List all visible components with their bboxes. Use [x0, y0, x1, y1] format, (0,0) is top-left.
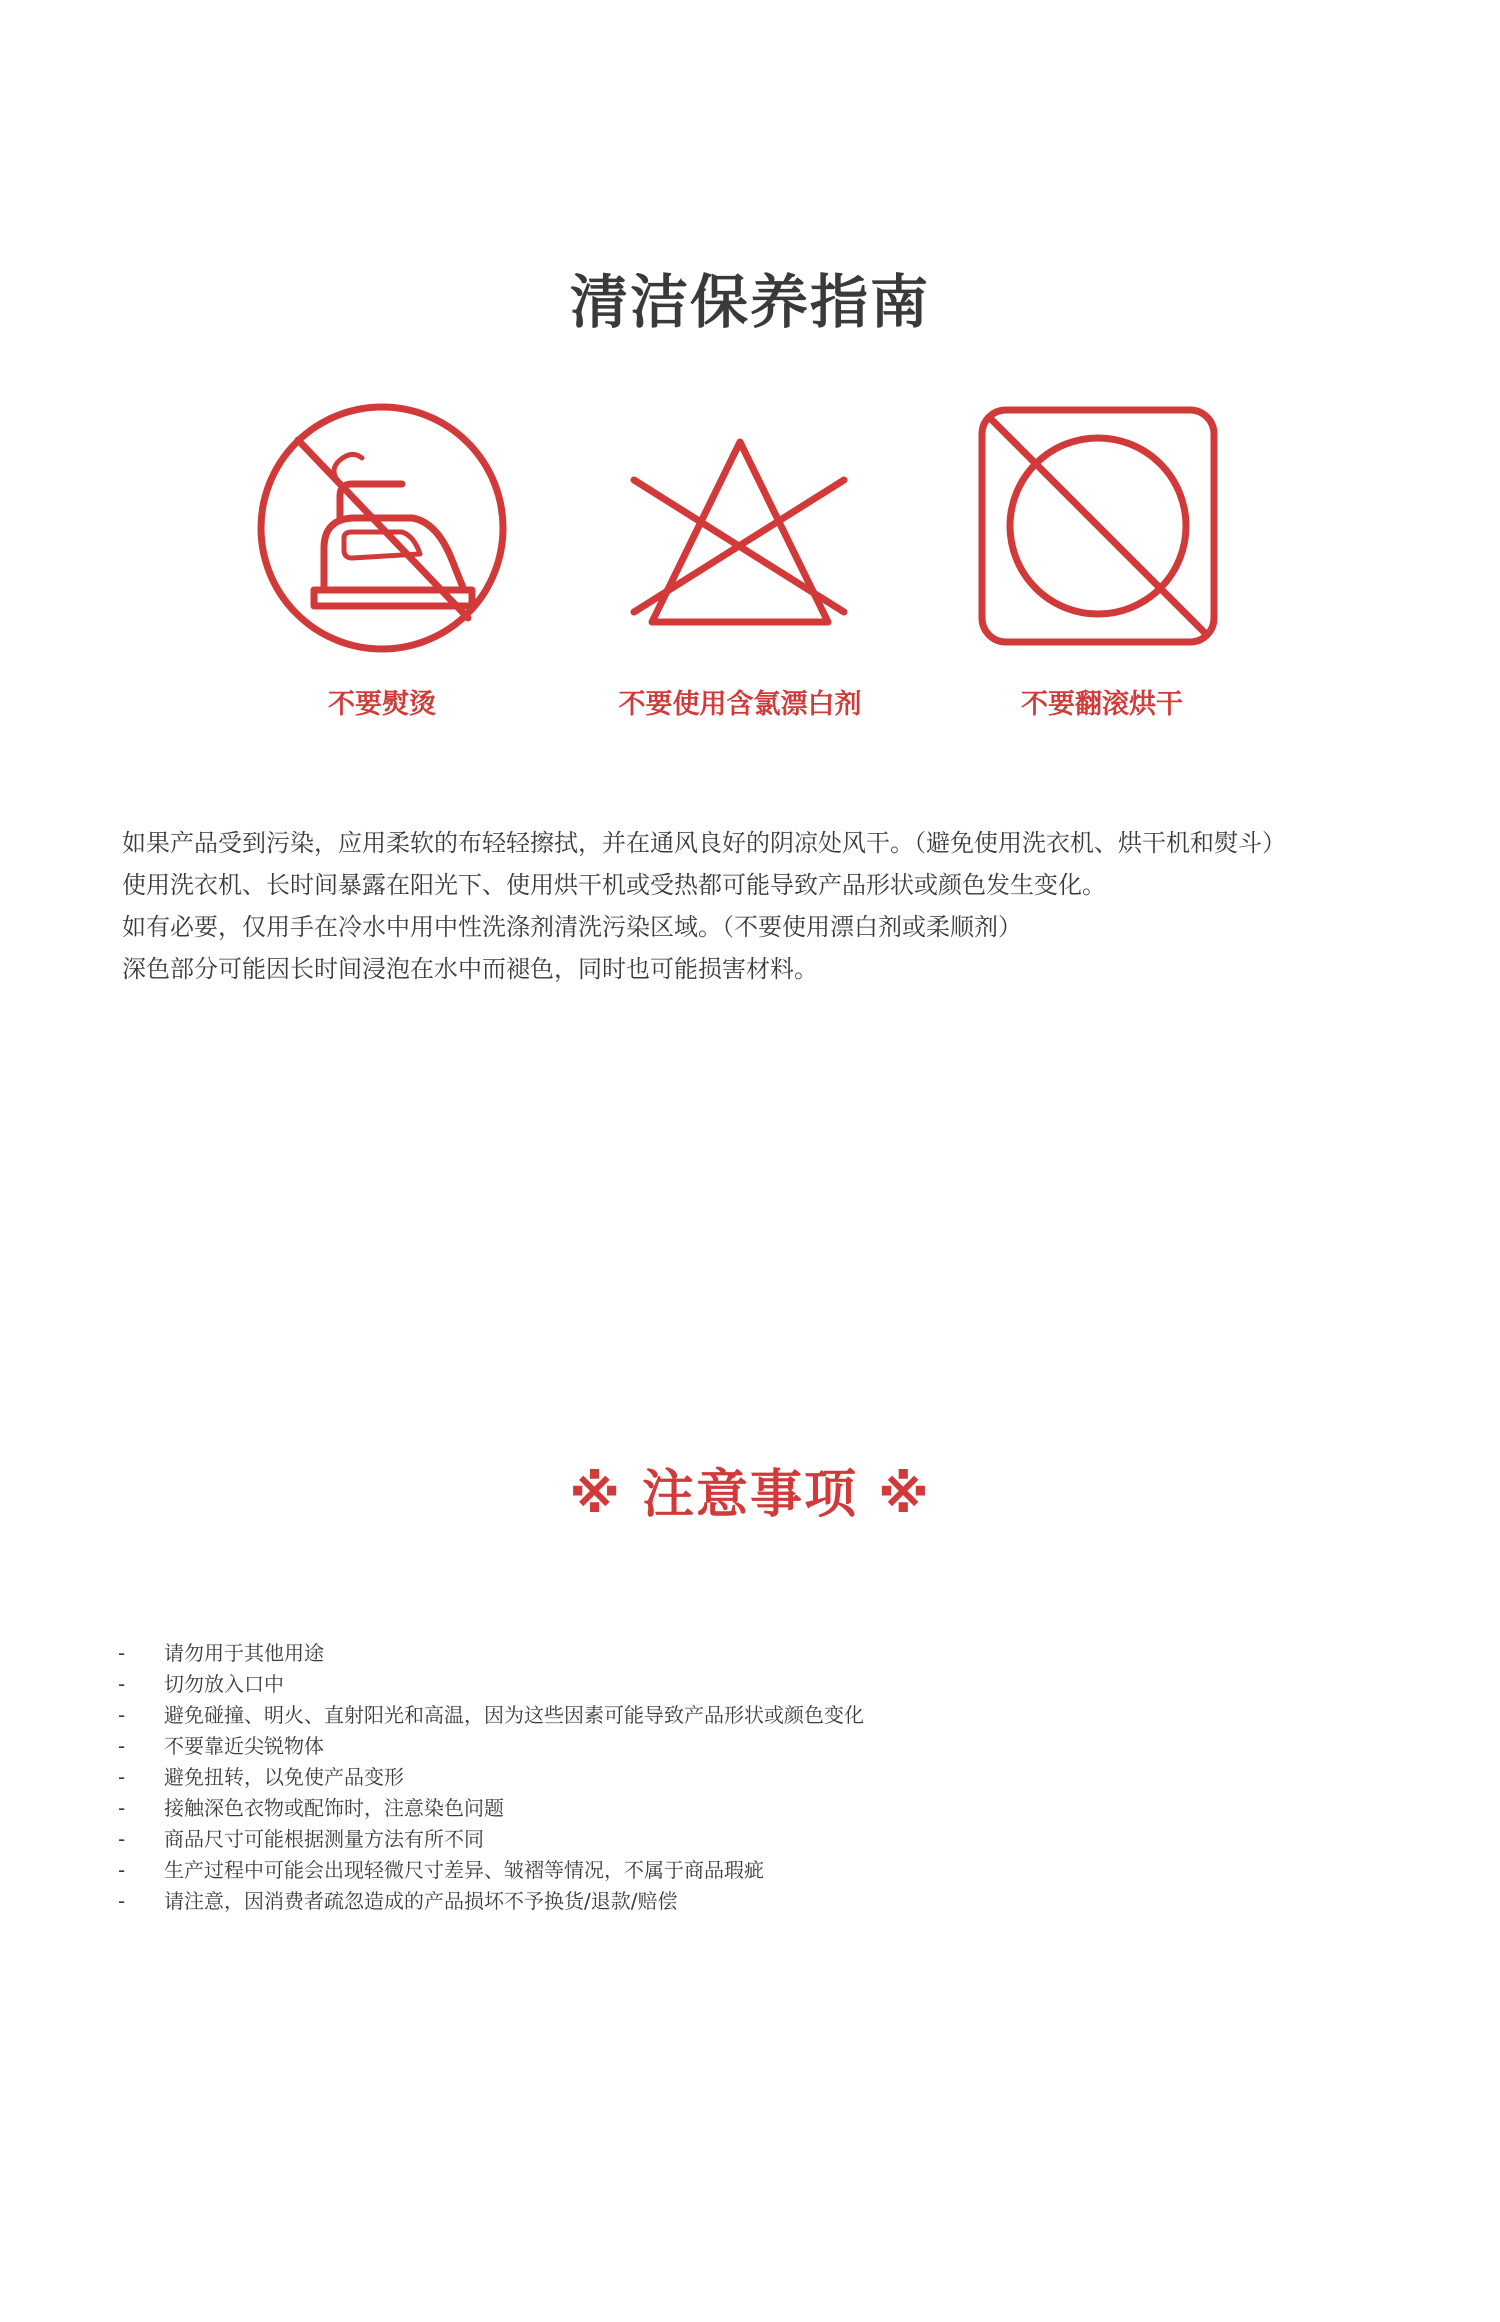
list-item-text: 生产过程中可能会出现轻微尺寸差异、皱褶等情况，不属于商品瑕疵: [164, 1858, 764, 1882]
no-ironing-icon: [232, 400, 532, 680]
list-item-text: 不要靠近尖锐物体: [164, 1734, 324, 1758]
bullet-dash: -: [118, 1765, 126, 1789]
care-guide-title: 清洁保养指南: [569, 268, 930, 336]
care-paragraph: 深色部分可能因长时间浸泡在水中而褪色，同时也可能损害材料。: [122, 955, 818, 983]
symbol-label-no-tumble-dry: 不要翻滚烘干: [1021, 689, 1183, 720]
list-item: [118, 1669, 1318, 1700]
bullet-dash: -: [118, 1858, 126, 1882]
no-chlorine-bleach-icon: [590, 400, 890, 680]
bullet-dash: -: [118, 1889, 126, 1913]
bullet-dash: -: [118, 1734, 126, 1758]
bullet-dash: -: [118, 1672, 126, 1696]
bullet-dash: -: [118, 1796, 126, 1820]
symbol-no-chlorine-bleach: [590, 400, 890, 720]
symbol-no-tumble-dry: [952, 400, 1252, 720]
list-item-text: 切勿放入口中: [164, 1672, 284, 1696]
symbol-label-no-chlorine-bleach: 不要使用含氯漂白剂: [618, 689, 862, 720]
list-item: [118, 1855, 1318, 1886]
list-item-text: 商品尺寸可能根据测量方法有所不同: [164, 1827, 484, 1851]
list-item: [118, 1700, 1318, 1731]
notice-list: [118, 1638, 1318, 1917]
list-item-text: 避免碰撞、明火、直射阳光和高温，因为这些因素可能导致产品形状或颜色变化: [164, 1703, 864, 1727]
list-item: [118, 1762, 1318, 1793]
care-paragraph: 如果产品受到污染，应用柔软的布轻轻擦拭，并在通风良好的阴凉处风干。（避免使用洗衣机、烘干机和熨斗）: [122, 829, 1286, 857]
list-item-text: 请勿用于其他用途: [164, 1641, 324, 1665]
bullet-dash: -: [118, 1641, 126, 1665]
symbol-label-no-ironing: 不要熨烫: [328, 689, 436, 720]
care-paragraph: 如有必要，仅用手在冷水中用中性洗涤剂清洗污染区域。（不要使用漂白剂或柔顺剂）: [122, 913, 1022, 941]
list-item: [118, 1638, 1318, 1669]
care-instructions: [122, 822, 1422, 990]
list-item: [118, 1731, 1318, 1762]
symbol-no-ironing: [232, 400, 532, 720]
list-item-text: 请注意，因消费者疏忽造成的产品损坏不予换货/退款/赔偿: [164, 1889, 678, 1913]
no-tumble-dry-icon: [952, 400, 1252, 680]
list-item-text: 避免扭转，以免使产品变形: [164, 1765, 404, 1789]
notice-title: ※ 注意事项 ※: [569, 1465, 931, 1525]
bullet-dash: -: [118, 1827, 126, 1851]
list-item-text: 接触深色衣物或配饰时，注意染色问题: [164, 1796, 504, 1820]
list-item: [118, 1793, 1318, 1824]
bullet-dash: -: [118, 1703, 126, 1727]
list-item: [118, 1824, 1318, 1855]
care-paragraph: 使用洗衣机、长时间暴露在阳光下、使用烘干机或受热都可能导致产品形状或颜色发生变化。: [122, 871, 1106, 899]
list-item: [118, 1886, 1318, 1917]
